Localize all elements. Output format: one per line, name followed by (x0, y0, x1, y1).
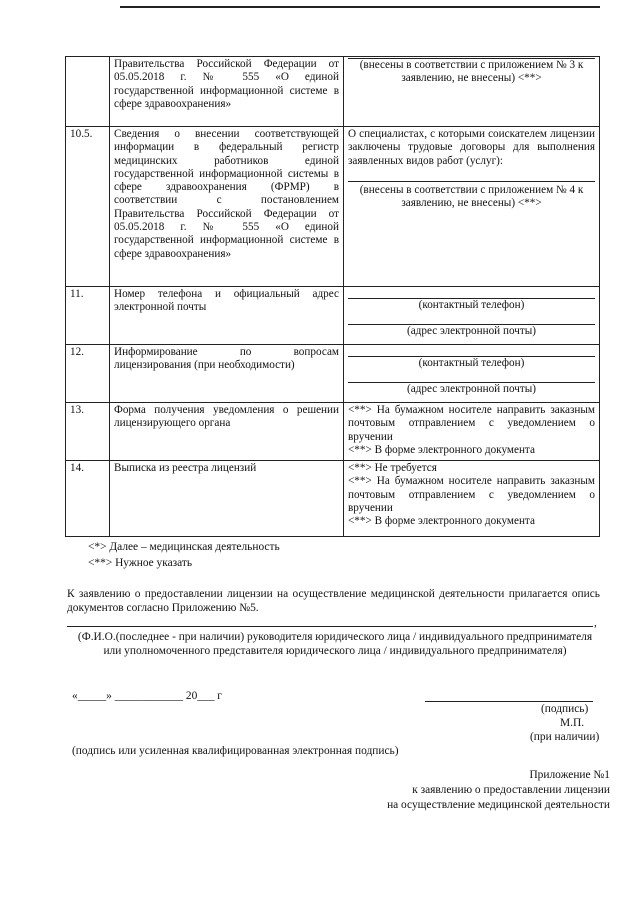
phone-label: (контактный телефон) (348, 356, 595, 370)
table-row (66, 57, 600, 127)
row-number: 12. (66, 345, 110, 403)
phone-label: (контактный телефон) (348, 298, 595, 312)
row-number: 11. (66, 287, 110, 345)
option-paper: <**> На бумажном носителе направить заказным почтовым отправлением с уведомлением о вручении (348, 404, 595, 443)
table-row (66, 461, 600, 537)
date-line: «_____» ____________ 20___ г (72, 690, 222, 702)
row-number: 14. (66, 461, 110, 537)
row-number (66, 57, 110, 127)
option-paper: <**> На бумажном носителе направить заказным почтовым отправлением с уведомлением о вручении (348, 475, 595, 514)
row-number: 13. (66, 403, 110, 461)
row-info-intro: О специалистах, с которыми соискателем лицензии заключены трудовые договоры для выполнения заявленных видов работ (услуг): (348, 128, 595, 167)
row-info (344, 57, 600, 127)
row-description: Информирование по вопросам лицензирования (при необходимости) (110, 345, 344, 403)
row-description: Номер телефона и официальный адрес электронной почты (110, 287, 344, 345)
signature-caption: (Ф.И.О.(последнее - при наличии) руководителя юридического лица / индивидуального предпринимателя или уполномоченного представителя юридического лица / индивидуального предпринимателя) (77, 631, 593, 657)
footnote-1: <*> Далее – медицинская деятельность (88, 541, 280, 553)
table-row (66, 127, 600, 287)
electronic-signature-label: (подпись или усиленная квалифицированная электронная подпись) (72, 745, 399, 757)
if-present-label: (при наличии) (530, 731, 600, 743)
signature-fio-line (67, 626, 593, 627)
email-label: (адрес электронной почты) (348, 324, 595, 338)
option-not-required: <**> Не требуется (348, 462, 437, 474)
email-label: (адрес электронной почты) (348, 382, 595, 396)
row-description: Форма получения уведомления о решении лицензирующего органа (110, 403, 344, 461)
row-options (344, 403, 600, 461)
application-table (65, 56, 600, 537)
row-contacts (344, 287, 600, 345)
attachment-text: К заявлению о предоставлении лицензии на осуществление медицинской деятельности прилагается опись документов согласно Приложению №5. (67, 588, 600, 614)
row-description: Сведения о внесении соответствующей информации в федеральный регистр медицинских работников единой государственной информационной системы в сфере здравоохранения (ФРМР) в соответствии с постановлением Правительства Российской Федерации от 05.05.2018 г. № 555 «О единой государственной информационной системе в сфере здравоохранения» (110, 127, 344, 287)
table-row (66, 403, 600, 461)
top-rule (120, 6, 600, 8)
comma: , (594, 617, 597, 629)
option-electronic: <**> В форме электронного документа (348, 443, 535, 456)
row-description: Выписка из реестра лицензий (110, 461, 344, 537)
footnote-2: <**> Нужное указать (88, 557, 193, 569)
row-info-text: (внесены в соответствии с приложением № 4 к заявлению, не внесены) <**> (359, 183, 584, 210)
fill-line (348, 168, 595, 182)
signature-label: (подпись) (541, 703, 589, 715)
mp-label: М.П. (560, 717, 585, 729)
row-description: Правительства Российской Федерации от 05.05.2018 г. № 555 «О единой государственной информационной системе в сфере здравоохранения» (110, 57, 344, 127)
row-info (344, 127, 600, 287)
option-electronic: <**> В форме электронного документа (348, 515, 535, 528)
appendix-title: Приложение №1 (529, 769, 610, 781)
row-options (344, 461, 600, 537)
appendix-line1: к заявлению о предоставлении лицензии (412, 784, 610, 796)
table-row (66, 345, 600, 403)
signature-line (425, 701, 593, 702)
appendix-line2: на осуществление медицинской деятельности (387, 799, 610, 811)
row-info-text: (внесены в соответствии с приложением № 3 к заявлению, не внесены) <**> (359, 59, 584, 85)
row-number: 10.5. (66, 127, 110, 287)
row-contacts (344, 345, 600, 403)
table-row (66, 287, 600, 345)
